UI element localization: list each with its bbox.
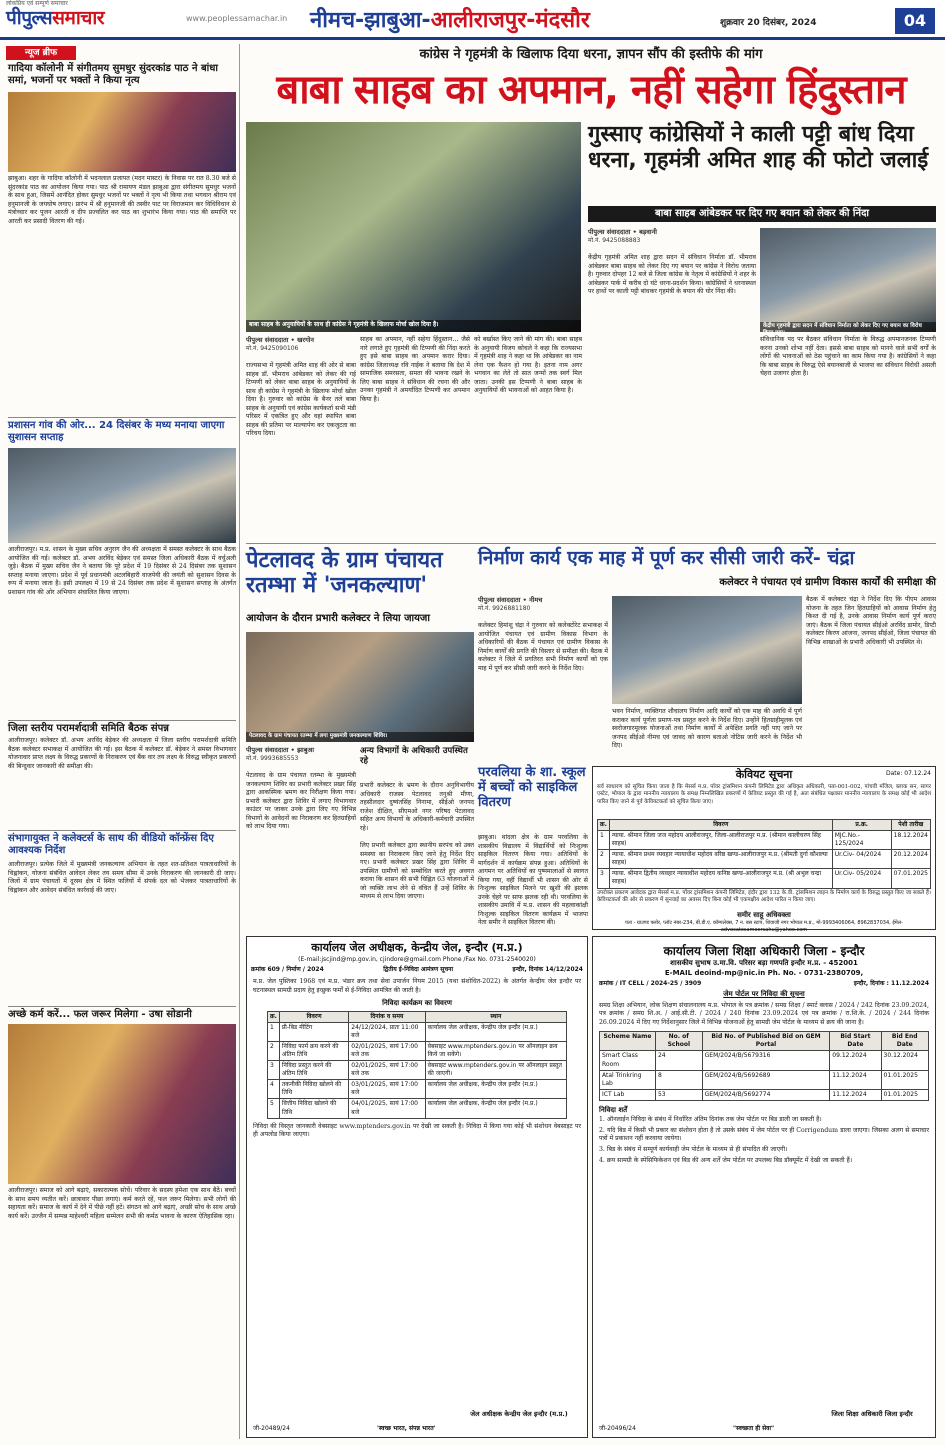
lead-banner-headline[interactable]: बाबा साहब का अपमान, नहीं सहेगा हिंदुस्तान (276, 67, 906, 113)
jail-table-cell: 3 (268, 1061, 280, 1080)
byline-b-place: बड़वानी (639, 228, 657, 236)
caveat-table-cell: 07.01.2025 (891, 869, 930, 888)
lead-strap: बाबा साहब आंबेडकर पर दिए गए बयान को लेकर की निंदा (588, 206, 936, 222)
brief-2-body: आलीराजपुर। म.प्र. शासन के मुख्य सचिव अनुराग जैन की अध्यक्षता में समस्त कलेक्टर के साथ बैठक आयोजित की गई। कलेक्टर डॉ. अभय अरविंद बेड़ेकर एवं समस्त जिला अधिकारी बैठक में वर्चुअली जुड़े। बैठक में मुख्य सचिव जैन ने बताया कि पूरे प्रदेश में 19 दिसंबर से 24 दिसंबर तक सुशासन सप्ताह मनाया जाएगा। प्रदेश में पूर्व प्रधानमंत्री अटलबिहारी वाजपेयी की जयंती को सुशासन दिवस के रूप में मनाया जाता है। इसी उपलक्ष्य में 19 से 24 दिसंबर तक प्रदेश में सुशासन सप्ताह के अंतर्गत प्रशासन गांव की ओर अभियान संचालित किया जाएगा। (8, 546, 236, 596)
cycle-body: झाबुआ। थांदला क्षेत्र के ग्राम परवलिया के शासकीय विद्यालय में विद्यार्थियों को निःशुल्क साइकिल वितरण किया गया। अतिथियों के मार्गदर्शन में कार्यक्रम संपन्न हुआ। अतिथियों के आगमन पर अतिथियों का पुष्पमालाओं से स्वागत किया गया, वहीं विद्यार्थी भी शासन की ओर से निःशुल्क साइकिल मिलने पर खुशी की झलक उनके चेहरे पर साफ झलक रही थी। परवलिया के शासकीय उमावि में म.प्र. शासन की महत्वाकांक्षी निःशुल्क साइकिल वितरण कार्यक्रम में भाजपा नेता समीर ने साइकिल वितरण की। (478, 834, 588, 927)
neemuch-body-2: भवन निर्माण, व्यक्तिगत शौचालय निर्माण आदि कार्यों को एक माह की अवधि में पूर्ण कराकर कार्य पूर्णता प्रमाण-पत्र प्रस्तुत करने के निर्देश दिए। उन्होंने हितग्राहीमूलक एवं स्वरोजगारमूलक योजनाओं तथा निर्माण कार्यों में अपेक्षित प्रगति नहीं पाए जाने पर जनपद सीईओ नीमच एवं जावद को कारण बताओ नोटिस जारी करने के निर्देश भी दिए। (612, 708, 802, 750)
jail-table-cell: निविदा फार्म क्रय करने की अंतिम तिथि (279, 1041, 348, 1060)
deo-contact: E-MAIL deoind-mp@nic.in Ph. No. - 0731-2380709, (664, 968, 864, 977)
petlawad-photo-caption: पेटलावद के ग्राम पंचायत रतम्भा में लगा मुख्यमंत्री जनकल्याण शिविर। (246, 732, 474, 742)
jail-table-row (268, 1099, 567, 1118)
jail-table-header-cell: विवरण (279, 1011, 348, 1022)
caveat-signature-address: पता - ग्राउण्ड फ्लोर, प्लॉट नंबर-234, बी.डी.ए. कॉम्पलेक्स, 7 न. बस स्टाप, शिवाजी नगर भोपाल म.प्र., मो-9993406064, 8962837034, ईमेल-advocatesameersahu@yahoo.com (625, 919, 903, 933)
jail-tender-notice (246, 936, 588, 1438)
deo-table-header-cell: Bid End Date (881, 1032, 928, 1051)
deo-table-header-cell: Bid Start Date (830, 1032, 881, 1051)
lead-main-photo (246, 122, 581, 332)
neemuch-photo (612, 596, 802, 704)
jail-table-cell: तकनीकी निविदा खोलने की तिथि (279, 1080, 348, 1099)
deo-table-row (600, 1089, 929, 1100)
byline-b-phone: मो.नं. 9425088883 (588, 236, 641, 244)
lead-kicker: कांग्रेस ने गृहमंत्री के खिलाफ दिया धरना, ज्ञापन सौंप की इस्तीफे की मांग (419, 47, 763, 62)
jail-table-cell: प्री-बिड मीटिंग (279, 1022, 348, 1041)
petlawad-subhead: आयोजन के दौरान प्रभारी कलेक्टर ने लिया जायजा (246, 613, 430, 624)
lead-byline-b: पीपुल्स संवाददाता • बड़वानी मो.नं. 9425088883 (588, 228, 756, 252)
deo-signature: जिला शिक्षा अधिकारी जिला इन्दौर (831, 1410, 913, 1419)
masthead-tagline: लोकप्रिय एवं सम्पूर्ण समाचार (6, 0, 68, 7)
petlawad-sidebar-title: अन्य विभागों के अधिकारी उपस्थित रहे (360, 746, 468, 767)
deo-table-cell: 30.12.2024 (881, 1051, 928, 1070)
jail-title: कार्यालय जेल अधीक्षक, केन्द्रीय जेल, इन्दौर (म.प्र.) (311, 941, 523, 954)
caveat-table-row (598, 869, 931, 888)
caveat-intro: सर्व साधारण को सूचित किया जाता है कि मेसर्स म.प्र. पॉवर ट्रांसमिशन कंपनी लिमिटेड द्वारा अधिकृत अधिकारी, पता-001-002, पांचवी मंजिल, ब्लाक सन, सागर एस्टेट, भोपाल के द्वारा माननीय न्यायालय के समक्ष निम्नलिखित प्रकरणों में केवियट प्रस्तुत की गई है, अतः संबंधित पक्षकार माननीय न्यायालय के समक्ष कोई भी आदेश पारित किए जाने से पूर्व केवियटकर्ता को सूचित किया जाए। (597, 783, 931, 805)
brief-5-title: अच्छे कर्म करें... फल जरूर मिलेगा - उषा सोडानी (8, 1009, 192, 1020)
deo-ref-right: इन्दौर, दिनांक : 11.12.2024 (853, 980, 929, 988)
lead-body-3: को बर्खास्त किए जाने की मांग की। बाबा साहब के अनुयायी विजय कोचले ने कहा कि राज्यसभा में गृहमंत्री शाह ने कहा था कि आंबेडकर का नाम लेना एक फैशन हो गया है। इतना नाम अगर भगवान का लेते तो सात जन्मों तक स्वर्ग मिल जाता। उनकी इस टिप्पणी ने बाबा साहब के अनुयायियों की भावनाओं को आहत किया है। (474, 336, 582, 395)
jail-table-cell: वित्तीय निविदा खोलने की तिथि (279, 1099, 348, 1118)
jail-table-header-cell: क्र. (268, 1011, 280, 1022)
deo-condition-item: 2. यदि बिड में किसी भी प्रकार का संशोधन होता है तो उसके संबंध में जेम पोर्टल पर ही Corrigendum डाला जाएगा। जिसका अलग से समाचार पत्रों में प्रकाशन नहीं करवाया जायेगा। (599, 1126, 929, 1143)
meeting-photo (8, 448, 236, 543)
deo-table-cell: 8 (655, 1070, 702, 1089)
deo-condition-item: 3. बिड के संबंध में सम्पूर्ण कार्यवाही जेम पोर्टल के माध्यम से ही संपादित की जाएगी। (599, 1145, 788, 1153)
neemuch-body-1: कलेक्टर हिमांशु चंद्रा ने गुरुवार को कलेक्टोरेट सभाकक्ष में आयोजित पंचायत एवं ग्रामीण विकास विभाग के अधिकारियों की बैठक में पंचायत एवं ग्रामीण विकास के निर्माण कार्यों की प्रगति की विस्तार से समीक्षा की। बैठक में कलेक्टर ने जिले में प्रगतिरत सभी निर्माण कार्यों को एक माह में पूर्ण कर सीसी जारी करने के निर्देश दिए। (478, 622, 608, 672)
deo-table-cell: GEM/2024/B/5679316 (702, 1051, 830, 1070)
cycle-headline[interactable]: परवलिया के शा. स्कूल में बच्चों को साइकिल वितरण (478, 765, 586, 810)
deo-table-cell: GEM/2024/B/5692689 (702, 1070, 830, 1089)
jail-table-row (268, 1041, 567, 1060)
lead-side-photo (760, 228, 936, 332)
jail-table-row (268, 1061, 567, 1080)
neemuch-headline[interactable]: निर्माण कार्य एक माह में पूर्ण कर सीसी जारी करें- चंद्रा (478, 547, 855, 569)
jail-table-header-cell: स्थान (425, 1011, 566, 1022)
jail-table-cell: 02/01/2025, सायं 17:00 बजे तक (349, 1061, 425, 1080)
brief-2-title: प्रशासन गांव की ओर... 24 दिसंबर के मध्य मनाया जाएगा सुशासन सप्ताह (8, 420, 225, 443)
caveat-table-cell: 3 (598, 869, 610, 888)
petlawad-sidebar-body: प्रभारी कलेक्टर के भ्रमण के दौरान अनुविभागीय अधिकारी राजस्व पेटलावद तनुश्री मीणा, तहसीलदार दुष्यंतसिंह निनामा, सीईओ जनपद राजेश दीक्षित, सीएमओ नगर परिषद पेटलावद सहित अन्य विभागों के अधिकारी-कर्मचारी उपस्थित रहे। (360, 782, 474, 832)
lead-side-caption: केंद्रीय गृहमंत्री द्वारा सदन में संविधान निर्माता को लेकर दिए गए बयान का विरोध किया गया। (760, 322, 936, 332)
deo-table-cell: GEM/2024/B/5692774 (702, 1089, 830, 1100)
caveat-table-cell: Ur.Civ- 04/2024 (832, 850, 891, 869)
brief-2-headline[interactable] (8, 417, 236, 445)
bhajan-photo (8, 92, 236, 172)
deo-table-cell: Smart Class Room (600, 1051, 656, 1070)
jail-table-cell: कार्यालय जेल अधीक्षक, केन्द्रीय जेल इन्दौर (म.प्र.) (425, 1099, 566, 1118)
byline-a-name: पीपुल्स संवाददाता (246, 336, 289, 344)
deo-table-header-cell: Bid No. of Published Bid on GEM Portal (702, 1032, 830, 1051)
jail-table-cell: 04/01/2025, सायं 17:00 बजे (349, 1099, 425, 1118)
page-number: 04 (895, 8, 935, 34)
deo-condition-item: 4. क्रय सामग्री के स्पेसिफिकेशन एवं बिड की अन्य शर्तें जेम पोर्टल पर उपलब्ध बिड डॉक्यूमेंट में देखी जा सकती हैं। (599, 1156, 853, 1164)
caveat-table-cell: 20.12.2024 (891, 850, 930, 869)
brief-1-headline[interactable] (8, 63, 236, 89)
caveat-table-cell: न्याया. श्रीमान जिला जज महोदय आलीराजपुर, जिला-आलीराजपुर म.प्र. (श्रीमान कालीचरण सिंह साहब) (609, 830, 832, 849)
jail-ref-right: इन्दौर, दिनांक 14/12/2024 (512, 965, 583, 973)
logo-left: पीपुल्स (6, 7, 53, 29)
caveat-table-header-cell: पेशी तारीख (891, 819, 930, 830)
brief-3-body: आलीराजपुर। कलेक्टर डॉ. अभय अरविंद बेड़ेकर की अध्यक्षता में जिला स्तरीय परामर्शदात्री समिति बैठक कलेक्टर सभाकक्ष में आयोजित की गई। इस बैठक में कलेक्टर डॉ. बेड़ेकर ने समस्त विभागवार योजनावार प्राप्त लक्ष्य के विरुद्ध प्रकरणों के निराकरण एवं बैंक वार तय लक्ष्य के विरुद्ध स्वीकृत प्रकरणों की बिन्दुवार जानकारी की समीक्षा की। (8, 737, 236, 770)
caveat-body: उपरोक्त प्रकरण आवेदक द्वारा मेसर्स म.प्र. पॉवर ट्रांसमिशन कंपनी लिमिटेड, इंदौर द्वारा 132 के.वी. ट्रांसमिशन लाइन के निर्माण कार्य के विरुद्ध प्रस्तुत किए जा सकते हैं। केवियटकर्ता की ओर से प्रकरण में सुनवाई का अवसर दिए बिना कोई भी एकपक्षीय आदेश पारित न किया जाए। (597, 889, 931, 904)
jail-footer: निविदा की विस्तृत जानकारी वेबसाइट www.mptenders.gov.in पर देखी जा सकती है। निविदा में किया गया कोई भी संशोधन वेबसाइट पर ही अपलोड किया जाएगा। (253, 1122, 581, 1139)
petlawad-byline-place: झाबुआ (297, 746, 315, 754)
jail-schedule-table (267, 1011, 567, 1119)
jail-table-cell: 4 (268, 1080, 280, 1099)
jail-table-header-cell: दिनांक व समय (349, 1011, 425, 1022)
jail-table-cell: 03/01/2025, सायं 17:00 बजे (349, 1080, 425, 1099)
lead-body-1: राज्यसभा में गृहमंत्री अमित शाह की ओर से बाबा साहब डॉ. भीमराव आंबेडकर को लेकर की गई टिप्पणी को लेकर बाबा साहब के अनुयायियों के साथ ही कांग्रेस ने गृहमंत्री के खिलाफ मोर्चा खोल दिया है। गुरुवार को कांग्रेस के बैनर तले बाबा साहब के अनुयायी एवं कांग्रेस कार्यकर्ता सभी मंडी परिसर में एकत्रित हुए और वहां स्थापित बाबा साहब की प्रतिमा पर माल्यार्पण कर एकजुटता का परिचय दिया। (246, 362, 356, 438)
logo-right: समाचार (52, 7, 105, 29)
deo-table-cell: 01.01.2025 (881, 1070, 928, 1089)
petlawad-byline: पीपुल्स संवाददाता • झाबुआ मो.नं. 9993685553 (246, 746, 356, 770)
deo-table-row (600, 1070, 929, 1089)
lead-body-4: केंद्रीय गृहमंत्री अमित शाह द्वारा सदन में संविधान निर्माता डॉ. भीमराव आंबेडकर बाबा साहब को लेकर दिए गए बयान पर कांग्रेस ने विरोध जताया है। गुरुवार दोपहर 12 बजे से जिला कांग्रेस के नेतृत्व में कांग्रेसियों ने शहर के आंबेडकर पार्क में करीब दो घंटे धरना-प्रदर्शन किया। कांग्रेसियों ने धरनास्थल पर हाथों पर काली पट्टी बांधकर गृहमंत्री के बयान की घोर निंदा की। (588, 254, 756, 296)
deo-intro: समग्र शिक्षा अभियान, लोक शिक्षण संचालनालय म.प्र. भोपाल के पत्र क्रमांक / समग्र शिक्षा / स्मार्ट क्लास / 2024 / 242 दिनांक 23.09.2024, पत्र क्रमांक / समग्र शि.अ. / आई.सी.टी. / 2024 / 240 दिनांक 23.09.2024 एवं पत्र क्रमांक / रा.शि.के. / 2024 / 244 दिनांक 26.09.2024 में दिए गए निर्देशानुसार जिले में विभिन्न योजनाओं हेतु सामग्री जेम पोर्टल के माध्यम से क्रय की जाना है। (599, 1001, 929, 1026)
jail-intro: म.प्र. जेल पुस्तिका 1968 एवं म.प्र. भंडार क्रय तथा सेवा उपार्जन नियम 2015 (यथा संशोधित-2022) के अंतर्गत केन्द्रीय जेल इन्दौर पर घटनास्थल सामग्री प्रदाय हेतु इच्छुक फर्मों से ई-निविदा आमंत्रित की जाती है। (253, 978, 581, 994)
brief-4-body: आलीराजपुर। प्रत्येक जिले में मुख्यमंत्री जनकल्याण अभियान के तहत शत-प्रतिशत पात्रताधारियों के चिह्नांकन, योजना संबंधित आवेदन लेकर तय समय सीमा में उनके निराकरण की जानकारी दी जाए। जिलों में ग्राम पंचायतों में दूरस्थ क्षेत्र में स्थित फलियों में संपर्क दल को भेजकर पात्रताधारियों के चिह्नांकन और आवेदन संबंधित कार्रवाई की जाए। (8, 861, 236, 894)
jail-table-cell: कार्यालय जेल अधीक्षक, केन्द्रीय जेल इन्दौर (म.प्र.) (425, 1022, 566, 1041)
caveat-table-cell: 18.12.2024 (891, 830, 930, 849)
jail-code: जी-20489/24 (253, 1424, 290, 1432)
caveat-table-cell: Ur.Civ- 05/2024 (832, 869, 891, 888)
deo-table-row (600, 1051, 929, 1070)
website-link[interactable]: www.peoplessamachar.in (186, 14, 288, 23)
jail-table-cell: निविदा प्रस्तुत करने की अंतिम तिथि (279, 1061, 348, 1080)
deo-conditions-title: निविदा शर्तें (599, 1105, 628, 1114)
deo-table-cell: 11.12.2024 (830, 1070, 881, 1089)
brief-5-headline[interactable] (8, 1006, 236, 1020)
deo-conditions (593, 1116, 935, 1165)
jail-slogan: 'स्वच्छ भारत, संपन्न भारत' (377, 1424, 436, 1432)
jail-table-cell: 1 (268, 1022, 280, 1041)
lead-photo-caption: बाबा साहब के अनुयायियों के साथ ही कांग्रेस ने गृहमंत्री के खिलाफ मोर्चा खोल दिया है। (246, 320, 581, 332)
lead-body-5: संविधानिक पद पर बैठकर संविधान निर्माता के विरुद्ध अपमानजनक टिप्पणी करना उनको शोभा नहीं देता। इससे बाबा साहब को मानने वाले सभी वर्गों के लोगों की भावनाओं को ठेस पहुंचाने का काम किया गया है। कांग्रेसियों ने कहा कि बाबा साहब के विरुद्ध ऐसे बयानबाजी से भाजपा का संविधान विरोधी असली चेहरा उजागर होता है। (760, 336, 936, 378)
caveat-notice (592, 766, 936, 933)
brief-4-headline[interactable] (8, 830, 236, 858)
caveat-date: Date: 07.12.24 (886, 770, 931, 777)
divider (246, 543, 936, 544)
deo-address: शासकीय सुभाष उ.मा.वि. परिसर बड़ा गणपति इन्दौर म.प्र. - 452001 (670, 959, 858, 968)
caveat-table-header-cell: क्र. (598, 819, 610, 830)
caveat-table-row (598, 830, 931, 849)
neemuch-subhead: कलेक्टर ने पंचायत एवं ग्रामीण विकास कार्यों की समीक्षा की (719, 577, 936, 588)
jail-contact: (E-mail:jscjind@mp.gov.in, cjindore@gmail.com Phone /Fax No. 0731-2540020) (298, 955, 536, 963)
deo-table-cell: 24 (655, 1051, 702, 1070)
lead-byline-a: पीपुल्स संवाददाता • खरगोन मो.नं. 9425090106 (246, 336, 356, 360)
neemuch-byline: पीपुल्स संवाददाता • नीमच मो.नं. 9926881180 (478, 596, 608, 620)
news-brief-tag: न्यूज ब्रीफ (6, 46, 76, 60)
caveat-table (597, 819, 931, 889)
jail-table-cell: वेबसाइट www.mptenders.gov.in पर ऑनलाइन प्रस्तुत की जाएगी। (425, 1061, 566, 1080)
neemuch-body-3: बैठक में कलेक्टर चंद्रा ने निर्देश दिए कि पीएम आवास योजना के तहत जिन हितग्राहियों को आवास निर्माण हेतु किश्त दी गई है, उनके आवास निर्माण कार्य पूर्ण कराए जाएं। बैठक में जिला पंचायत सीईओ अरविंद डामोर, डिप्टी कलेक्टर किरण आंजना, जनपद सीईओ, जिला पंचायत की विभिन्न शाखाओं के प्रभारी अधिकारी भी उपस्थित थे। (806, 596, 936, 646)
petlawad-headline[interactable]: पेटलावद के ग्राम पंचायत रतम्भा में 'जनकल्याण' (246, 548, 443, 599)
deo-notice-title: जेम पोर्टल पर निविदा की सूचना (723, 990, 805, 999)
caveat-table-cell: 1 (598, 830, 610, 849)
jail-table-row (268, 1022, 567, 1041)
newspaper-logo[interactable] (6, 6, 181, 34)
jail-table-cell: 02/01/2025, सायं 17:00 बजे तक (349, 1041, 425, 1060)
women-meeting-photo (8, 1024, 236, 1184)
brief-3-headline[interactable] (8, 720, 236, 734)
issue-date: शुक्रवार 20 दिसंबर, 2024 (720, 18, 817, 28)
deo-table-cell: 09.12.2024 (830, 1051, 881, 1070)
caveat-table-row (598, 850, 931, 869)
jail-signature: जेल अधीक्षक केन्द्रीय जेल इन्दौर (म.प्र.) (470, 1410, 568, 1419)
neemuch-byline-place: नीमच (529, 596, 543, 604)
deo-gem-notice (592, 936, 936, 1438)
deo-ref-left: क्रमांक / IT CELL / 2024-25 / 3909 (599, 980, 702, 988)
byline-a-phone: मो.नं. 9425090106 (246, 344, 299, 352)
brief-1-body: झाबुआ। शहर के गादिया कॉलोनी में भदनलाल प्रजापत (मदन मास्टर) के निवास पर रात 8.30 बजे से सुंदरकांड पाठ का आयोजन किया गया। पाठ श्री रामायण मंडल झाबुआ द्वारा संगीतमय सुमधुर भजनों के साथ हुआ, जिसमें आनंदित होकर सुमधुर भजनों पर भक्तों ने नृत्य भी किया तथा भगवान श्रीराम एवं हनुमानजी के जयघोष लगाए। प्रारंभ में श्री हनुमानजी की तस्वीर पाट पर विराजमान कर विधिविधान से मंत्रोच्चार कर पूजन आरती व दीप प्रज्वलित कर पाठ का शुभारंभ किया गया। पाठ की समाप्ति पर आरती कर प्रसादी वितरण की गई। (8, 175, 236, 225)
jail-table-title: निविदा कार्यक्रम का विवरण (382, 999, 452, 1008)
deo-condition-item: 1. ऑनलाईन निविदा के संबंध में निर्धारित अंतिम दिनांक तक जेम पोर्टल पर बिड डाली जा सकती है। (599, 1116, 822, 1124)
jail-ref-left: क्रमांक 609 / निर्माण / 2024 (251, 965, 324, 973)
petlawad-body-1: पेटलावद के ग्राम पंचायत रतम्भा के मुख्यमंत्री जनकल्याण शिविर का प्रभारी कलेक्टर प्रखर सिंह द्वारा आकस्मिक भ्रमण कर निरीक्षण किया गया। प्रभारी कलेक्टर द्वारा शिविर में लगाए विभागवार काउंटर पर जाकर उनके द्वारा लिए गए विभिन्न विभागों के आवेदनों का निराकरण कर हितग्राहियों को लाभ दिया गया। (246, 772, 356, 831)
deo-table-cell: 11.12.2024 (830, 1089, 881, 1100)
deo-table-cell: Atal Trinkring Lab (600, 1070, 656, 1089)
caveat-table-cell: न्याया. श्रीमान द्वितीय व्यवहार न्यायाधीश महोदय कनिष्ठ खण्ड-आलीराजपुर म.प्र. (श्री अभुल चन्द्रा साहब) (609, 869, 832, 888)
petlawad-phone: मो.नं. 9993685553 (246, 754, 299, 762)
deo-table-header-cell: Scheme Name (600, 1032, 656, 1051)
byline-b-name: पीपुल्स संवाददाता (588, 228, 631, 236)
brief-5-body: आलीराजपुर। समाज को आगे बढ़ाएं, सकारात्मक सोचें। परिवार के सदस्य हमेशा एक साथ बैठें। बच्चों के साथ समय व्यतीत करें। छात्रावार पीछा लगाएं। कर्म करते रहें, फल जरूर मिलेगा। सभी लोगों की सहायता करें। समाज के कार्य में देने में पीछे नहीं हटें। संगठन को आगे बढ़ाएं, अच्छी सोच के साथ अच्छे कार्य करें। उज्जैन में सम्पन्न माहेश्वरी महिला सम्मेलन सभी की कर्मठ भावना के कारण ऐतिहासिक रहा। (8, 1187, 236, 1220)
deo-table-cell: ICT Lab (600, 1089, 656, 1100)
caveat-table-cell: 2 (598, 850, 610, 869)
deo-table-cell: 01.01.2025 (881, 1089, 928, 1100)
neemuch-phone: मो.नं. 9926881180 (478, 604, 531, 612)
section-title-b: आलीराजपुर-मंदसौर (430, 8, 590, 33)
jail-table-cell: 24/12/2024, प्रातः 11:00 बजे (349, 1022, 425, 1041)
brief-3-title: जिला स्तरीय परामर्शदात्री समिति बैठक संपन्न (8, 723, 169, 734)
deo-table-cell: 53 (655, 1089, 702, 1100)
deo-slogan: "स्वच्छता ही सेवा" (733, 1424, 775, 1432)
lead-subhead: गुस्साए कांग्रेसियों ने काली पट्टी बांध दिया धरना, गृहमंत्री अमित शाह की फोटो जलाई (588, 122, 929, 174)
jail-table-row (268, 1080, 567, 1099)
caveat-title: केवियट सूचना (735, 768, 793, 781)
lead-body-2: साहब का अपमान, नहीं सहेगा हिंदुस्तान... जैसे नारे लगाते हुए गृहमंत्री की टिप्पणी की निंदा करते हुए इसे बाबा साहब का अपमान करार दिया। कांग्रेस जिलाध्यक्ष रवि नाईक ने बताया कि देश में सामाजिक समरसता, समता की भावना रखने के लिए बाबा साहब ने संविधान की रचना की और उनका गृहमंत्री ने अमर्यादित टिप्पणी कर अपमान किया है। (360, 336, 470, 403)
jail-table-cell: वेबसाइट www.mptenders.gov.in पर ऑनलाइन क्रय किये जा सकेंगे। (425, 1041, 566, 1060)
caveat-table-header-cell: विवरण (609, 819, 832, 830)
jail-table-cell: 5 (268, 1099, 280, 1118)
brief-1-title: गादिया कॉलोनी में संगीतमय सुमधुर सुंदरकांड पाठ ने बांधा समां, भजनों पर भक्तों ने किया नृत्य (8, 63, 219, 86)
jail-ref-center: द्वितीय ई-निविदा आमंत्रण सूचना (383, 965, 454, 973)
caveat-table-header-cell: प्र.क्र. (832, 819, 891, 830)
petlawad-body-2: लिए प्रभारी कलेक्टर द्वारा स्थानीय सरपंच को उक्त समस्या का निराकरण किए जाने हेतु निर्देश दिए गए। प्रभारी कलेक्टर प्रखर सिंह द्वारा शिविर में उपस्थित ग्रामीणों को सम्बोधित करते हुए अवगत कराया कि शासन की सभी चिह्नित 63 योजनाओं में जो व्यक्ति लाभ लेने से वंचित हैं उन्हें शिविर के माध्यम से लाभ दिया जाएगा। (360, 842, 474, 901)
jail-table-cell: कार्यालय जेल अधीक्षक, केन्द्रीय जेल इन्दौर (म.प्र.) (425, 1080, 566, 1099)
petlawad-byline-name: पीपुल्स संवाददाता (246, 746, 289, 754)
petlawad-photo (246, 632, 474, 742)
caveat-table-cell: न्याया. श्रीमान प्रथम व्यवहार न्यायाधीश महोदय वरिष्ठ खण्ड-आलीराजपुर म.प्र. (श्रीमती दुर्गा कौशल्या साहब) (609, 850, 832, 869)
petlawad-sidebar-headline (360, 746, 474, 780)
deo-bid-table (599, 1031, 929, 1101)
neemuch-byline-name: पीपुल्स संवाददाता (478, 596, 521, 604)
page-section-title (310, 6, 690, 36)
deo-code: जी-20496/24 (599, 1424, 636, 1432)
caveat-table-cell: MJC.No.- 125/2024 (832, 830, 891, 849)
caveat-signature-name: समीर साहू अधिवक्ता (737, 910, 791, 919)
jail-table-cell: 2 (268, 1041, 280, 1060)
section-title-a: नीमच-झाबुआ- (310, 8, 431, 33)
deo-title: कार्यालय जिला शिक्षा अधिकारी जिला - इन्दौर (663, 944, 865, 958)
deo-table-header-cell: No. of School (655, 1032, 702, 1051)
byline-a-place: खरगोन (297, 336, 315, 344)
brief-4-title: संभागायुक्त ने कलेक्टर्स के साथ की वीडियो कॉन्फ्रेंस दिए आवश्यक निर्देश (8, 833, 214, 856)
